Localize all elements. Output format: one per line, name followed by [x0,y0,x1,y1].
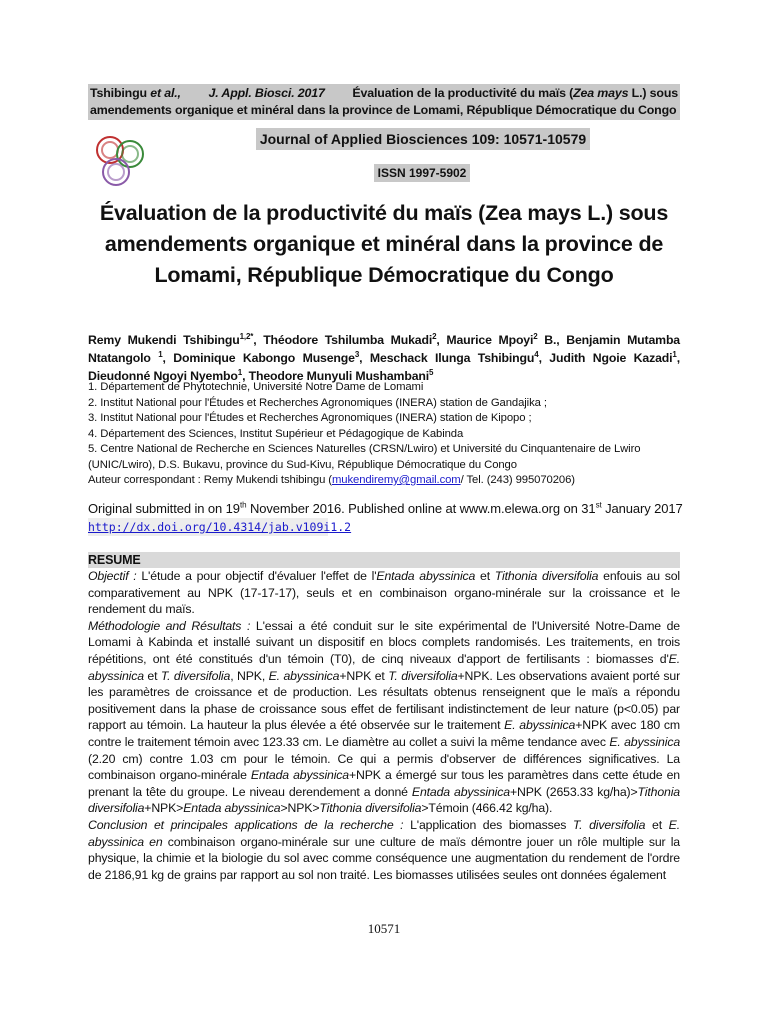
affiliation-item: 5. Centre National de Recherche en Sciences Naturelles (CRSN/Lwiro) et Université du Cinquantenaire de Lwiro (UNIC/Lwiro), D.S. Bukavu, province du Sud-Kivu, République Démocratique du Congo [88,443,641,471]
corresponding-author: Auteur correspondant : Remy Mukendi tshibingu (mukendiremy@gmail.com/ Tel. (243) 995070206) [88,474,575,486]
running-header-journal: J. Appl. Biosci. 2017 [208,86,325,100]
abstract-heading: RESUME [88,552,680,568]
affiliation-item: 1. Département de Phytotechnie, Université Notre Dame de Lomami [88,381,424,393]
running-header-line2: amendements organique et minéral dans la province de Lomami, République Démocratique du Congo [90,102,677,117]
affiliation-item: 2. Institut National pour l'Études et Recherches Agronomiques (INERA) station de Gandajika ; [88,396,547,409]
author-list: Remy Mukendi Tshibingu$^{1,2*}$, Théodore Tshilumba Mukadi$^2$, Maurice Mpoyi$^2$ B., Benjamin Mutamba Ntatangolo $^1$, Dominique Kabongo Musenge$^3$, Meschack Ilunga Tshibingu$^4$, Judith Ngoie Kazadi$^1$, Dieudonné Ngoyi Nyembo$^1$, Theodore Munyuli Mushambani$^5$ [88,331,680,383]
affiliations [88,380,680,489]
running-header-title: Évaluation de la productivité du maïs (Zea mays L.) sous [352,86,678,100]
paper-title: Évaluation de la productivité du maïs (Zea mays L.) sous amendements organique et minéral dans la province de Lomami, République Démocratique du Congo [99,201,669,287]
issn: ISSN 1997-5902 [374,164,470,182]
running-header-authors: Tshibingu et al., [90,86,181,100]
abstract-methodologie: Méthodologie and Résultats : L'essai a été conduit sur le site expérimental de l'Université Notre-Dame de Lomami à Kabinda et installé suivant un dispositif en blocs complets randomisés. Les traitements, en trois répétitions, ont été constitués d'un témoin (T0), de cinq niveaux d'apport de fertilisants : biomasses d'E. abyssinica et T. diversifolia, NPK, E. abyssinica+NPK et T. diversifolia+NPK. Les observations avaient porté sur les paramètres de croissance et de production. Les résultats obtenus renseignent que le maïs a répondu positivement dans la phase de croissance sous effet de fertilisant indistinctement de leur nature (p<0.05) par rapport au témoin. La hauteur la plus élevée a été observée sur le traitement E. abyssinica+NPK avec 180 cm contre le traitement témoin avec 123.33 cm. Le diamètre au collet a suivi la même tendance avec E. abyssinica (2.20 cm) contre 1.03 cm pour le témoin. Ce qui a permis d'observer de différences significatives. La combinaison organo-minérale Entada abyssinica+NPK a émergé sur tous les paramètres dans cette étude en prenant la tête du groupe. Le niveau derendement a donné Entada abyssinica+NPK (2653.33 kg/ha)>Tithonia diversifolia+NPK>Entada abyssinica>NPK>Tithonia diversifolia>Témoin (466.42 kg/ha). [88,618,681,816]
abstract [88,552,680,883]
submission-info: Original submitted in on 19th November 2016. Published online at www.m.elewa.org on 31st January 2017 [88,500,683,516]
abstract-conclusion: Conclusion et principales applications de la recherche : L'application des biomasses T. diversifolia et E. abyssinica en combinaison organo-minérale sur une culture de maïs démontre jouer un rôle multiple sur la physique, la chimie et la biologie du sol avec comme conséquence une augmentation du rendement de l'ordre de 2186,91 kg de grains par rapport au sol non traité. Les biomasses utilisées seules ont données également [88,817,680,882]
running-header-line1 [90,85,678,102]
journal-line: Journal of Applied Biosciences 109: 10571-10579 [256,128,590,150]
abstract-objectif: Objectif : L'étude a pour objectif d'évaluer l'effet de l'Entada abyssinica et Tithonia diversifolia enfouis au sol comparativement au NPK (17-17-17), seuls et en combinaison organo-minérale sur la croissance et le rendement du maïs. [88,569,680,617]
affiliation-item: 4. Département des Sciences, Institut Supérieur et Pédagogique de Kabinda [88,427,464,440]
affiliation-item: 3. Institut National pour l'Études et Recherches Agronomiques (INERA) station de Kipopo ; [88,412,532,424]
page-number: 10571 [367,921,401,936]
running-header [88,84,680,120]
journal-logo-icon [88,128,160,194]
doi-link[interactable]: http://dx.doi.org/10.4314/jab.v109i1.2 [88,520,352,534]
email-link[interactable]: mukendiremy@gmail.com [331,474,461,486]
